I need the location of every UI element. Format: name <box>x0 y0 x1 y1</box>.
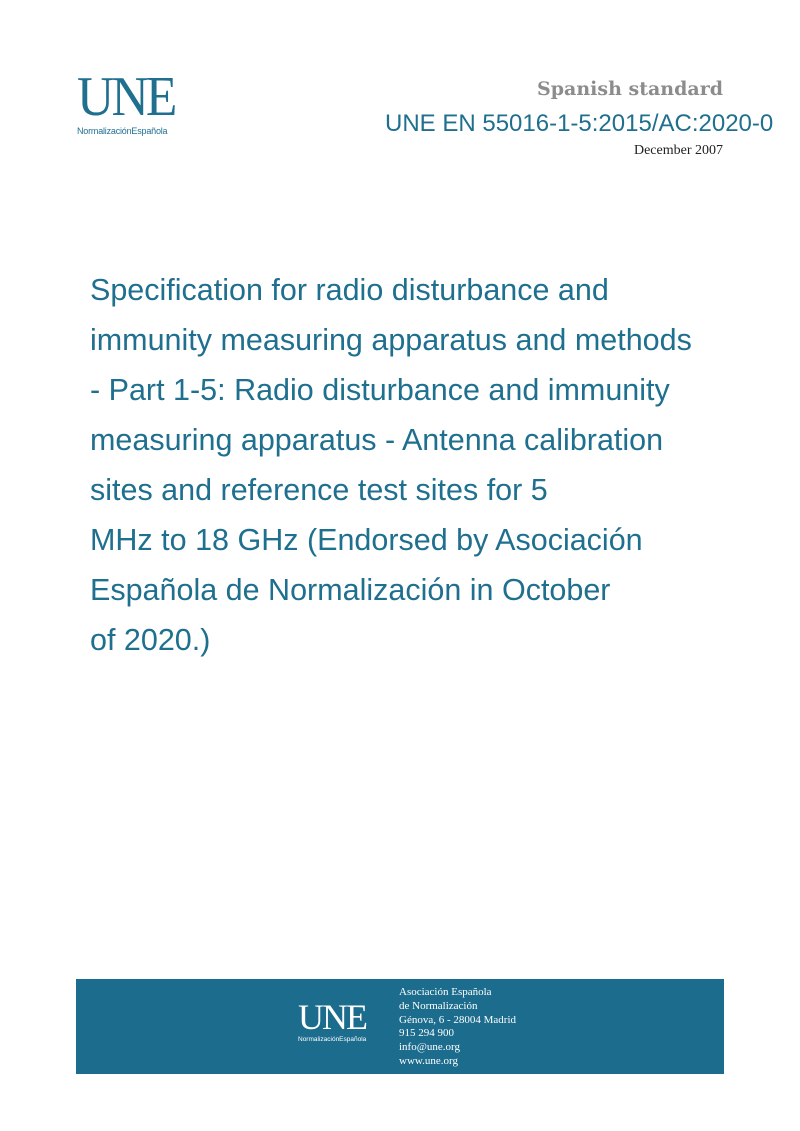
footer-email: info@une.org <box>399 1041 460 1054</box>
title-line: - Part 1-5: Radio disturbance and immunity <box>90 373 670 407</box>
une-logo <box>77 66 197 136</box>
title-line: MHz to 18 GHz (Endorsed by Asociación <box>90 523 643 557</box>
une-logo-subtitle: NormalizaciónEspañola <box>77 126 168 136</box>
footer-phone: 915 294 900 <box>399 1027 454 1040</box>
document-title <box>90 265 770 665</box>
title-line: measuring apparatus - Antenna calibration <box>90 423 664 457</box>
title-line: Specification for radio disturbance and <box>90 273 609 307</box>
footer-website: www.une.org <box>399 1054 458 1067</box>
une-logo-mark: UNE <box>77 66 175 128</box>
footer-logo-mark: UNE <box>298 997 366 1037</box>
footer-band <box>76 979 724 1074</box>
footer-une-logo <box>298 997 367 1043</box>
standard-date: December 2007 <box>633 143 723 158</box>
footer-address: Génova, 6 - 28004 Madrid <box>399 1013 517 1026</box>
title-line: sites and reference test sites for 5 <box>90 473 548 507</box>
footer-logo-subtitle: NormalizaciónEspañola <box>298 1036 367 1043</box>
standard-code: UNE EN 55016-1-5:2015/AC:2020-0 <box>385 110 774 137</box>
footer-org-name-line2: de Normalización <box>399 999 478 1012</box>
footer-contact-info <box>399 986 516 1069</box>
title-line: Española de Normalización in October <box>90 573 611 607</box>
title-line: of 2020.) <box>90 623 211 657</box>
footer-org-name-line1: Asociación Española <box>399 986 492 998</box>
standard-kind-label: Spanish standard <box>537 78 723 100</box>
title-line: immunity measuring apparatus and methods <box>90 323 692 357</box>
